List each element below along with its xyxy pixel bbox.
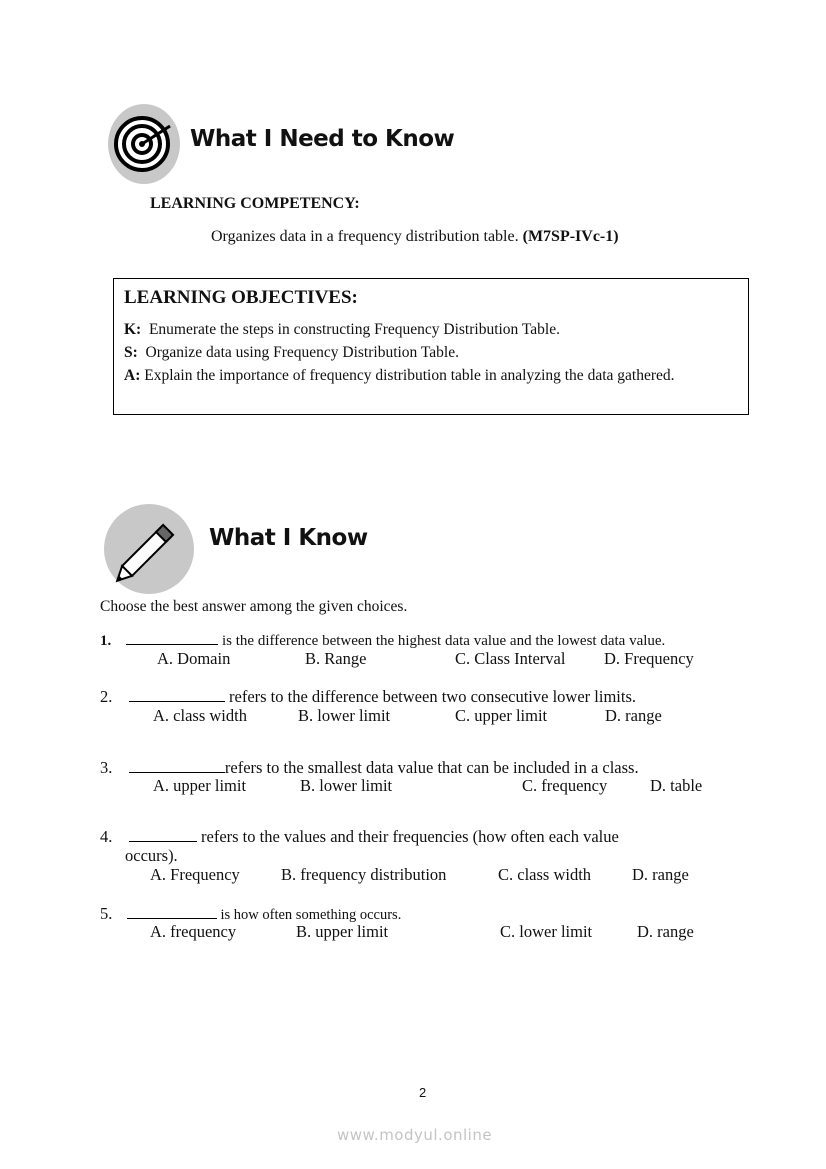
answer-blank: [129, 827, 197, 842]
question-number: 2.: [100, 687, 113, 706]
choice-d: D. range: [637, 922, 694, 941]
objective-s: [124, 344, 459, 362]
choice-c: C. upper limit: [455, 706, 548, 725]
objective-text: Explain the importance of frequency distribution table in analyzing the data gathered.: [144, 367, 675, 384]
choice-d: D. range: [632, 865, 689, 884]
answer-blank: [129, 687, 225, 702]
objective-text: Enumerate the steps in constructing Frequency Distribution Table.: [148, 321, 560, 338]
choice-a: A. Frequency: [150, 865, 240, 884]
choice-c: C. lower limit: [500, 922, 593, 941]
watermark: www.modyul.online: [337, 1126, 493, 1144]
choice-c: C. frequency: [522, 776, 608, 795]
competency-description: Organizes data in a frequency distribution table.: [211, 228, 519, 245]
choice-d: D. range: [605, 706, 662, 725]
objective-a: [124, 367, 675, 385]
choice-b: B. lower limit: [300, 776, 393, 795]
choice-a: A. class width: [153, 706, 247, 725]
objective-k: [124, 321, 560, 339]
objective-key: S:: [124, 344, 138, 361]
question-text: is the difference between the highest data value and the lowest data value.: [222, 633, 666, 649]
question-number: 4.: [100, 827, 113, 846]
choice-d: D. table: [650, 776, 703, 795]
question-5: [100, 904, 401, 924]
choice-a: A. Domain: [157, 649, 231, 668]
question-text: refers to the values and their frequencies (how often each value: [201, 827, 619, 846]
question-text: is how often something occurs.: [220, 907, 402, 923]
question-number: 3.: [100, 758, 113, 777]
question-3: [100, 758, 639, 778]
instructions: Choose the best answer among the given choices.: [100, 598, 408, 615]
competency-label: LEARNING COMPETENCY:: [150, 195, 360, 212]
page-number: 2: [419, 1085, 427, 1100]
choice-b: B. upper limit: [296, 922, 389, 941]
choice-c: C. class width: [498, 865, 592, 884]
choice-b: B. Range: [305, 649, 367, 668]
question-text: refers to the smallest data value that can be included in a class.: [224, 758, 639, 777]
answer-blank: [127, 904, 217, 919]
objective-text: Organize data using Frequency Distribution Table.: [145, 344, 459, 361]
choice-a: A. frequency: [150, 922, 237, 941]
answer-blank: [129, 758, 225, 773]
competency-text: [211, 228, 619, 246]
question-4: [100, 827, 619, 847]
learning-objectives-box: [113, 278, 749, 415]
competency-code: (M7SP-IVc-1): [522, 228, 619, 245]
choice-b: B. frequency distribution: [281, 865, 447, 884]
question-2: [100, 687, 636, 707]
question-4-continuation: occurs).: [125, 846, 178, 865]
choice-d: D. Frequency: [604, 649, 694, 668]
pencil-icon: [104, 504, 194, 594]
section-title-what-i-know: What I Know: [209, 525, 368, 551]
objective-key: A:: [124, 367, 141, 384]
question-number: 1.: [100, 633, 112, 649]
question-number: 5.: [100, 904, 113, 923]
target-icon: [108, 104, 180, 184]
choice-c: C. Class Interval: [455, 649, 566, 668]
objectives-title: LEARNING OBJECTIVES:: [124, 287, 358, 308]
answer-blank: [126, 630, 218, 645]
question-text: refers to the difference between two consecutive lower limits.: [229, 687, 636, 706]
question-1: [100, 630, 665, 650]
objective-key: K:: [124, 321, 142, 338]
choice-a: A. upper limit: [153, 776, 247, 795]
section-title-what-i-need-to-know: What I Need to Know: [190, 126, 455, 152]
choice-b: B. lower limit: [298, 706, 391, 725]
